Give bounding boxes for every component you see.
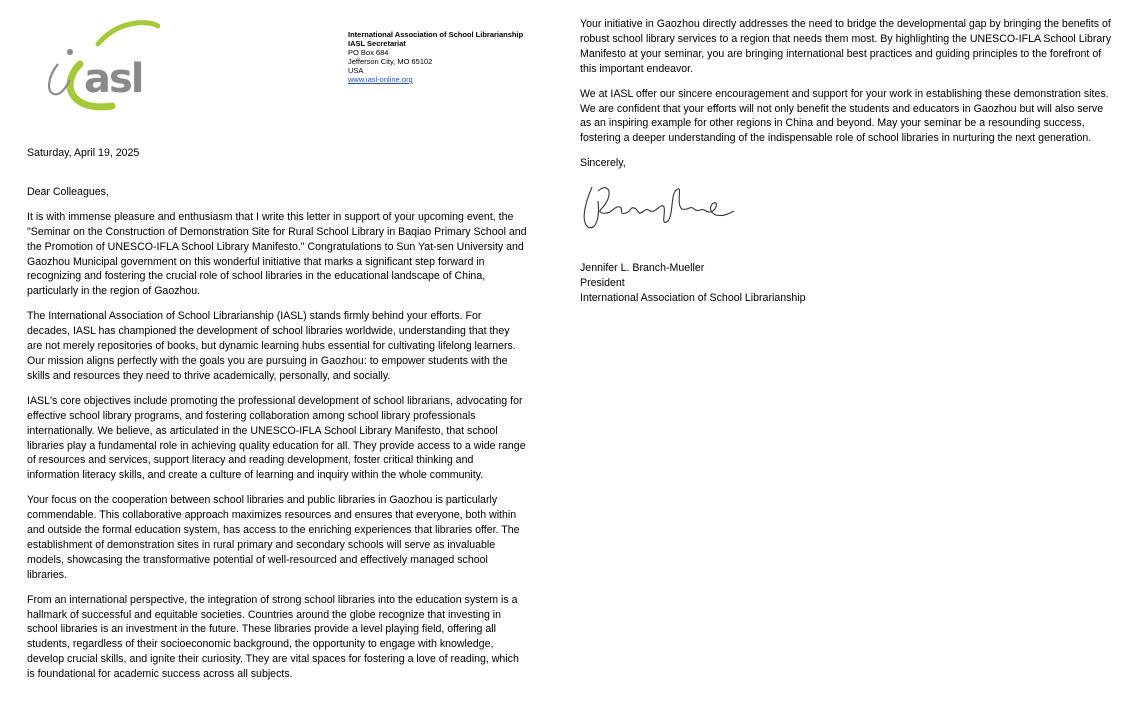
body-paragraph: It is with immense pleasure and enthusiasm that I write this letter in support of your upcoming event, the "Seminar on the Construction of Demonstration Site for Rural School Library in Baqiao Primary School and the Promotion of UNESCO-IFLA School Library Manifesto." Congratulations to Sun Yat-sen University and Gaozhou Municipal government on this wonderful initiative that marks a significant step forward in recognizing and fostering the crucial role of school libraries in the educational landscape of China, particularly in the region of Gaozhou. <box>27 210 527 298</box>
letter-left-column <box>27 146 527 692</box>
letter-salutation: Dear Colleagues, <box>27 185 109 198</box>
letterhead-country: USA <box>348 66 364 75</box>
signer-name: Jennifer L. Branch-Mueller <box>580 262 705 275</box>
handwritten-signature <box>578 181 738 233</box>
svg-text:asl: asl <box>84 56 143 102</box>
letterhead-web-link[interactable]: www.iasl-online.org <box>348 75 413 84</box>
signature-block <box>580 261 1115 306</box>
signer-org: International Association of School Librarianship <box>580 291 806 304</box>
body-paragraph: IASL's core objectives include promoting the professional development of school librarians, advocating for effective school library programs, and fostering collaboration among school library professionals internationally. We believe, as articulated in the UNESCO-IFLA School Library Manifesto, that school libraries play a fundamental role in achieving quality education for all. They provide access to a wide range of resources and services, support literacy and reading development, foster critical thinking and information literacy skills, and create a culture of learning and inquiry within the whole community. <box>27 394 526 482</box>
body-paragraph: Your initiative in Gaozhou directly addresses the need to bridge the developmental gap by bringing the benefits of robust school library services to a region that needs them most. By highlighting the UNESCO-IFLA School Library Manifesto at your seminar, you are bringing international best practices and guiding principles to the forefront of this important endeavor. <box>580 18 1112 75</box>
body-paragraph: From an international perspective, the integration of strong school libraries into the education system is a hallmark of successful and equitable societies. Countries around the globe recognize that investing in school libraries is an investment in the future. These libraries provide a level playing field, offering all students, regardless of their socioeconomic background, the opportunity to engage with knowledge, develop crucial skills, and ignite their curiosity. They are vital spaces for fostering a love of reading, which is foundational for academic success across all subjects. <box>27 593 519 681</box>
letter-right-column <box>580 17 1115 306</box>
iasl-logo <box>40 14 160 114</box>
body-paragraph: The International Association of School Librarianship (IASL) stands firmly behind your efforts. For decades, IASL has championed the development of school libraries worldwide, understanding that they are not merely repositories of books, but dynamic learning hubs essential for cultivating lifelong learners. Our mission aligns perfectly with the goals you are pursuing in Gaozhou: to empower students with the skills and resources they need to thrive academically, personally, and socially. <box>27 310 516 382</box>
body-paragraph: Your focus on the cooperation between school libraries and public libraries in Gaozhou is particularly commendable. This collaborative approach maximizes resources and ensures that everyone, both within and outside the formal education system, has access to the enriching experiences that libraries offer. The establishment of demonstration sites in rural primary and secondary schools will serve as invaluable models, showcasing the transformative potential of well-resourced and effectively managed school libraries. <box>27 494 520 581</box>
signer-title: President <box>580 277 625 290</box>
letter-date: Saturday, April 19, 2025 <box>27 147 140 159</box>
body-paragraph: We at IASL offer our sincere encouragement and support for your work in establishing these demonstration sites. We are confident that your efforts will not only benefit the students and educators in Gaozhou but will also serve as an inspiring example for other regions in China and beyond. May your seminar be a resounding success, fostering a deeper understanding of the indispensable role of school libraries in nurturing the next generation. <box>580 87 1109 145</box>
letterhead-po: PO Box 684 <box>348 48 389 57</box>
letterhead-org: International Association of School Librarianship <box>348 30 524 39</box>
letterhead-city: Jefferson City, MO 65102 <box>348 57 433 66</box>
letter-closing: Sincerely, <box>580 157 626 170</box>
letterhead-address <box>348 30 523 84</box>
letterhead-dept: IASL Secretariat <box>348 39 406 48</box>
